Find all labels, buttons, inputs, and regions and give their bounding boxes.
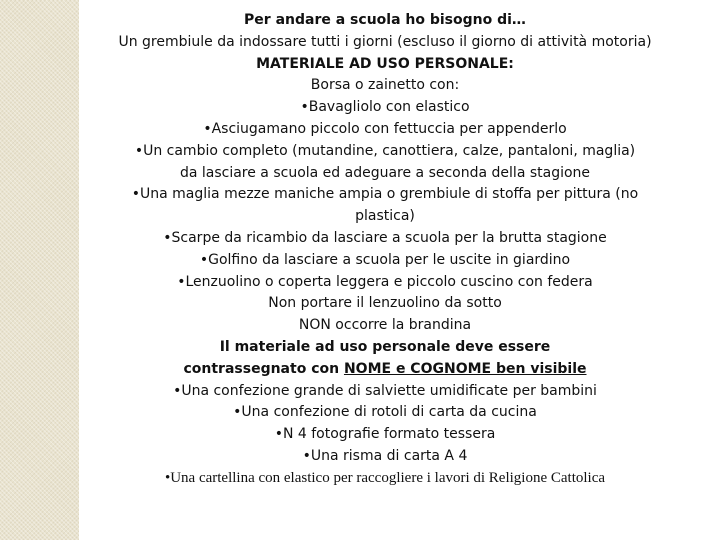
section-title: MATERIALE AD USO PERSONALE: — [256, 55, 514, 72]
list-item-change-continuation: da lasciare a scuola ed adeguare a seconda della stagione — [179, 164, 591, 181]
list-heading: Per andare a scuola ho bisogno di… — [244, 12, 526, 28]
marking-note-underlined: NOME e COGNOME ben visibile — [343, 360, 587, 377]
marking-note-line1: Il materiale ad uso personale deve essere — [219, 338, 551, 355]
list-item-bib: •Bavagliolo con elastico — [300, 99, 470, 116]
list-item-sheet: •Lenzuolino o coperta leggera e piccolo cuscino con federa — [177, 273, 593, 290]
list-item-paper-ream: •Una risma di carta A 4 — [302, 447, 468, 464]
list-item-towel: •Asciugamano piccolo con fettuccia per appenderlo — [203, 120, 567, 137]
sheet-note: Non portare il lenzuolino da sotto — [268, 295, 502, 312]
marking-note-line2 — [100, 359, 670, 381]
bag-line: Borsa o zainetto con: — [310, 77, 460, 94]
list-item-change: •Un cambio completo (mutandine, canottiera, calze, pantaloni, maglia) — [134, 142, 636, 159]
list-item-wipes: •Una confezione grande di salviette umidificate per bambini — [173, 382, 597, 399]
list-item-folder: •Una cartellina con elastico per raccogliere i lavori di Religione Cattolica — [164, 469, 606, 486]
list-item-photos: •N 4 fotografie formato tessera — [274, 426, 496, 443]
cot-note: NON occorre la brandina — [298, 317, 472, 334]
list-item-shirt: •Una maglia mezze maniche ampia o grembiule di stoffa per pittura (no plastica) — [131, 186, 639, 225]
list-item-jumper: •Golfino da lasciare a scuola per le uscite in giardino — [199, 251, 571, 268]
list-item-shoes: •Scarpe da ricambio da lasciare a scuola per la brutta stagione — [163, 229, 607, 246]
marking-note-prefix: contrassegnato con — [183, 360, 344, 377]
list-item-paper-rolls: •Una confezione di rotoli di carta da cucina — [233, 404, 537, 421]
smock-intro: Un grembiule da indossare tutti i giorni (escluso il giorno di attività motoria) — [118, 33, 652, 50]
decorative-side-strip — [0, 0, 79, 540]
school-supplies-list — [100, 10, 670, 490]
